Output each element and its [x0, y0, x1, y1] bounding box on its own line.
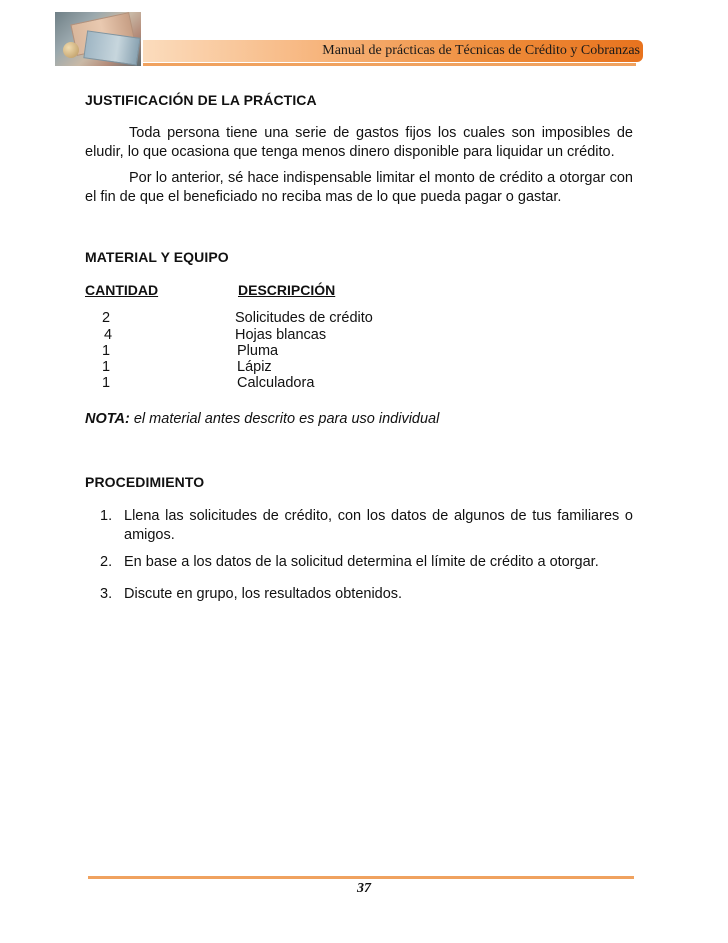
- page-number: 37: [357, 881, 371, 896]
- justificacion-paragraph-1: Toda persona tiene una serie de gastos fijos los cuales son imposibles de eludir, lo que ocasiona que tenga menos dinero disponible para liquidar un crédito.: [85, 125, 633, 160]
- material-heading: MATERIAL Y EQUIPO: [85, 249, 229, 265]
- justificacion-paragraph-2: Por lo anterior, sé hace indispensable limitar el monto de crédito a otorgar con el fin de que el beneficiado no reciba mas de lo que pueda pagar o gastar.: [85, 170, 633, 205]
- justificacion-heading: JUSTIFICACIÓN DE LA PRÁCTICA: [85, 92, 317, 108]
- coin-shape: [63, 42, 79, 58]
- footer-divider: [88, 876, 634, 879]
- list-item: 3. Discute en grupo, los resultados obtenidos.: [100, 586, 403, 602]
- descripcion-column-header: DESCRIPCIÓN: [238, 282, 336, 298]
- list-item: 2. En base a los datos de la solicitud determina el límite de crédito a otorgar.: [100, 554, 599, 570]
- header-divider: [143, 63, 636, 66]
- list-item: 1. Llena las solicitudes de crédito, con los datos de algunos de tus familiares o amigos.: [100, 508, 633, 543]
- cantidad-column-header: CANTIDAD: [85, 282, 159, 298]
- header-title: Manual de prácticas de Técnicas de Crédito y Cobranzas: [322, 43, 640, 58]
- money-photo-icon: [55, 12, 141, 66]
- procedimiento-heading: PROCEDIMIENTO: [85, 474, 205, 490]
- nota-text: NOTA: el material antes descrito es para uso individual: [85, 411, 440, 427]
